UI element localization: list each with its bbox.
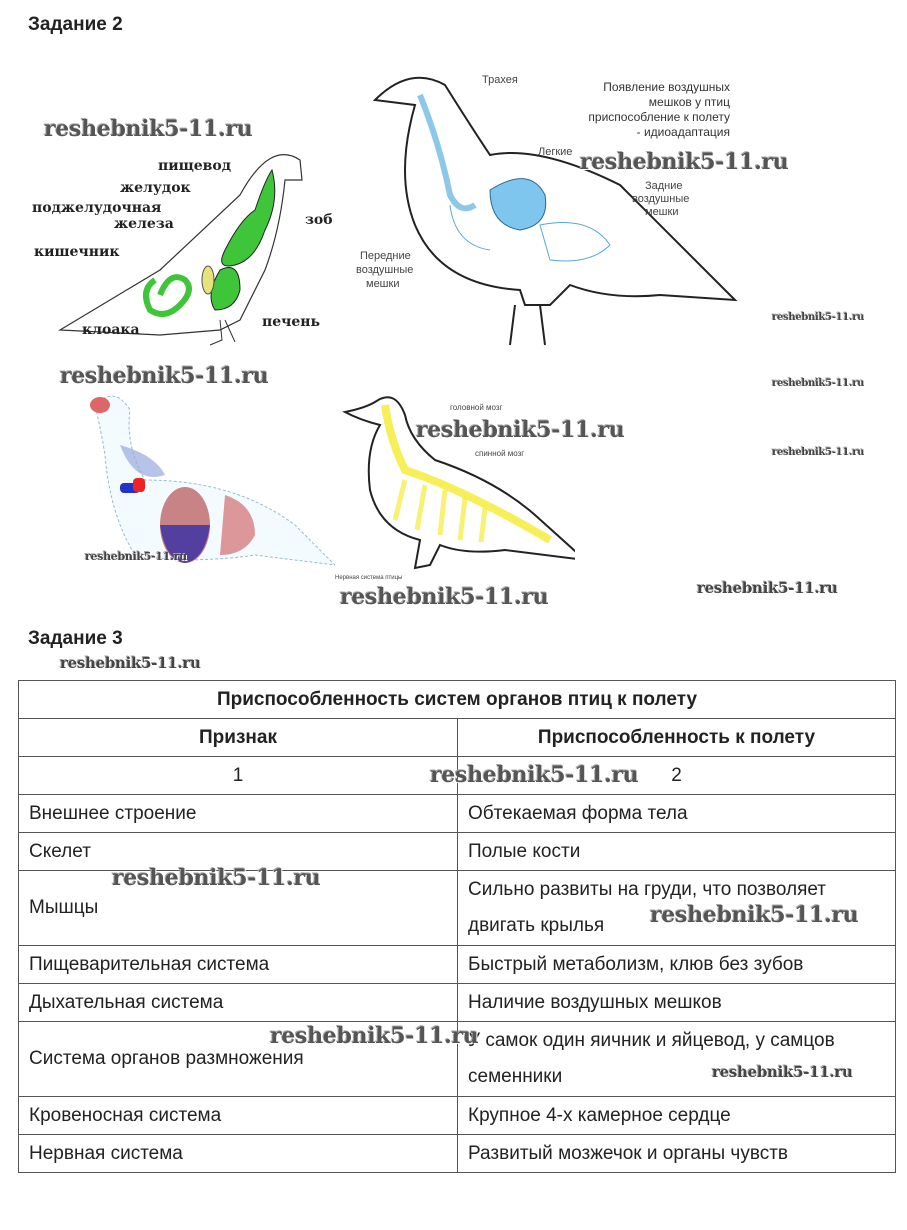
label-lungs: Легкие	[538, 146, 573, 158]
watermark: reshebnik5-11.ru	[60, 654, 201, 672]
watermark: reshebnik5-11.ru	[416, 417, 625, 443]
adaptation-cell: Сильно развиты на груди, что позволяет двигать крылья	[458, 871, 896, 946]
column-number: 1	[19, 757, 458, 795]
label-spinal-cord: спинной мозг	[475, 449, 525, 458]
label-rear-sacs-3: мешки	[645, 206, 679, 218]
label-stomach: желудок	[120, 180, 191, 196]
watermark: reshebnik5-11.ru	[772, 378, 865, 389]
header-feature: Признак	[19, 719, 458, 757]
table-row	[19, 984, 896, 1022]
adaptation-cell: У самок один яичник и яйцевод, у самцов семенники	[458, 1022, 896, 1097]
label-gland: железа	[114, 216, 174, 232]
watermark: reshebnik5-11.ru	[772, 447, 865, 458]
note-line: мешков у птиц	[648, 95, 730, 109]
feature-cell: Кровеносная система	[19, 1097, 458, 1135]
watermark: reshebnik5-11.ru	[712, 1063, 853, 1081]
adaptation-cell: Крупное 4-х камерное сердце	[458, 1097, 896, 1135]
feature-cell: Нервная система	[19, 1135, 458, 1173]
label-front-sacs-1: Передние	[360, 250, 411, 262]
feature-cell: Мышцы	[19, 871, 458, 946]
label-brain: головной мозг	[450, 403, 503, 412]
feature-cell: Система органов размножения	[19, 1022, 458, 1097]
table-header-row	[19, 719, 896, 757]
adaptation-cell: Быстрый метаболизм, клюв без зубов	[458, 946, 896, 984]
watermark: reshebnik5-11.ru	[112, 865, 321, 891]
watermark: reshebnik5-11.ru	[697, 579, 838, 597]
label-esophagus: пищевод	[158, 158, 232, 174]
circulatory-system-diagram	[55, 385, 335, 605]
label-intestine: кишечник	[34, 244, 120, 260]
label-liver: печень	[262, 314, 321, 330]
table-row	[19, 1097, 896, 1135]
adaptation-cell: Обтекаемая форма тела	[458, 795, 896, 833]
table-title-row	[19, 681, 896, 719]
feature-cell: Дыхательная система	[19, 984, 458, 1022]
watermark: reshebnik5-11.ru	[270, 1023, 479, 1049]
feature-cell: Скелет	[19, 833, 458, 871]
watermark: reshebnik5-11.ru	[340, 584, 549, 610]
adaptation-cell: Полые кости	[458, 833, 896, 871]
label-rear-sacs-1: Задние	[645, 180, 683, 192]
label-rear-sacs-2: воздушные	[632, 193, 690, 205]
note-line: приспособление к полету	[588, 110, 730, 124]
nervous-caption: Нервная система птицы	[335, 575, 403, 581]
watermark: reshebnik5-11.ru	[85, 550, 187, 563]
watermark: reshebnik5-11.ru	[430, 762, 639, 788]
watermark: reshebnik5-11.ru	[772, 312, 865, 323]
column-number: 2	[458, 757, 896, 795]
label-front-sacs-2: воздушные	[356, 264, 414, 276]
table-row	[19, 1135, 896, 1173]
label-crop: зоб	[305, 212, 333, 228]
note-line: - идиоадаптация	[636, 125, 730, 139]
table-title: Приспособленность систем органов птиц к полету	[19, 681, 896, 719]
task2-heading: Задание 2	[28, 14, 123, 35]
adaptation-cell: Развитый мозжечок и органы чувств	[458, 1135, 896, 1173]
watermark: reshebnik5-11.ru	[44, 116, 253, 142]
table-row	[19, 946, 896, 984]
respiratory-note	[570, 80, 730, 140]
label-front-sacs-3: мешки	[366, 278, 400, 290]
watermark: reshebnik5-11.ru	[580, 149, 789, 175]
table-row	[19, 795, 896, 833]
note-line: Появление воздушных	[603, 80, 730, 94]
label-pancreas: поджелудочная	[32, 200, 162, 216]
task3-heading: Задание 3	[28, 628, 123, 649]
feature-cell: Пищеварительная система	[19, 946, 458, 984]
feature-cell: Внешнее строение	[19, 795, 458, 833]
label-cloaca: клоака	[82, 322, 140, 338]
watermark: reshebnik5-11.ru	[650, 902, 859, 928]
header-adaptation: Приспособленность к полету	[458, 719, 896, 757]
label-trachea: Трахея	[482, 74, 518, 86]
watermark: reshebnik5-11.ru	[60, 363, 269, 389]
adaptation-cell: Наличие воздушных мешков	[458, 984, 896, 1022]
